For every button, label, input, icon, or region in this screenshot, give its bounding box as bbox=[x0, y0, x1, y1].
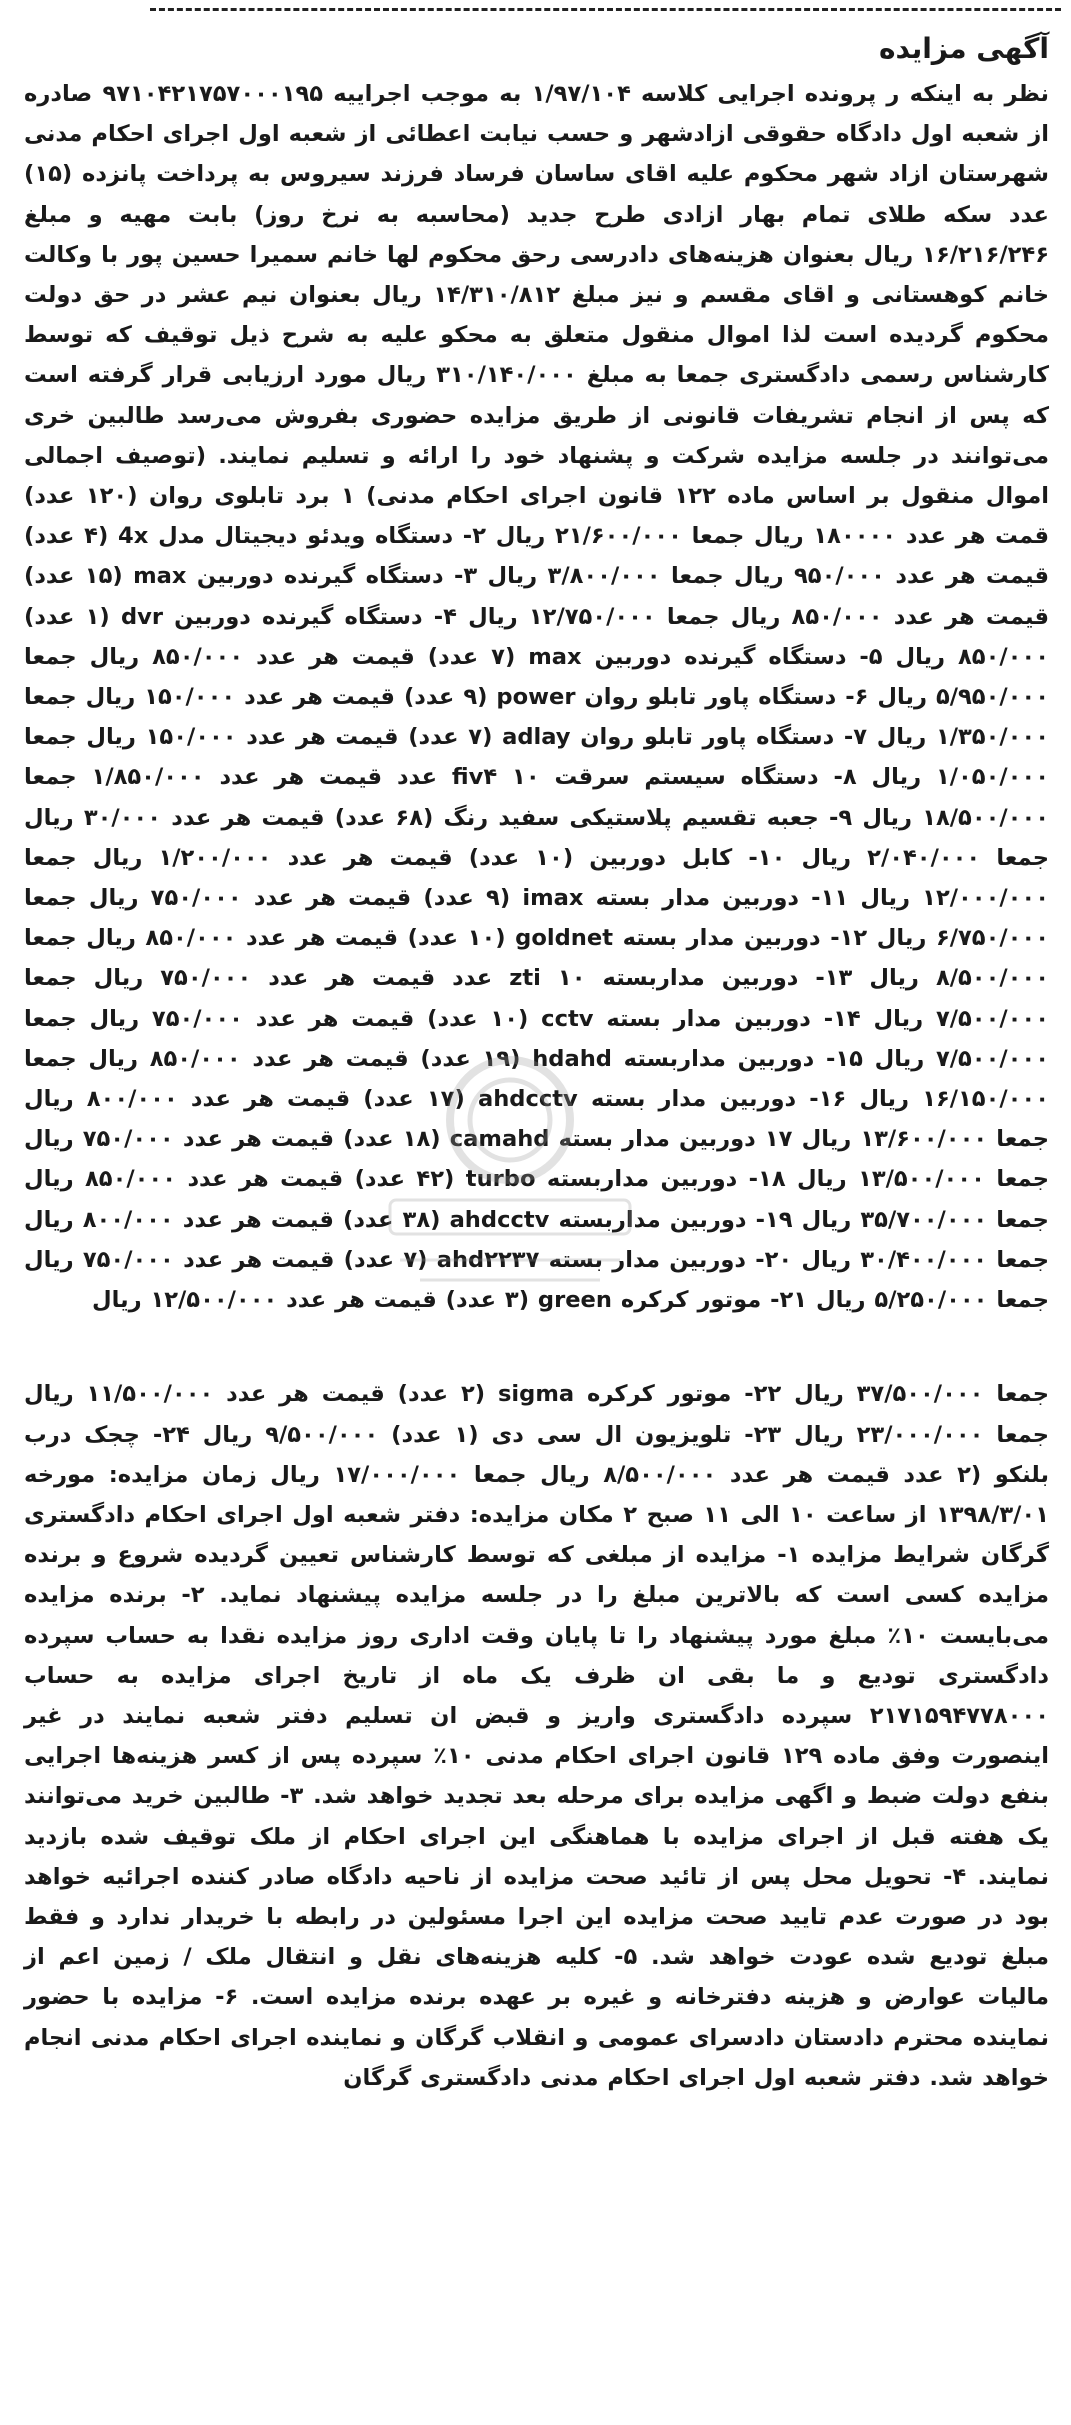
notice-title: آگهی مزایده bbox=[878, 32, 1049, 65]
notice-terms-paragraph bbox=[24, 1374, 1049, 2098]
notice-body-paragraph: نظر به اینکه ر پرونده اجرایی کلاسه ۱/۹۷/۱۰۴ به موجب اجراییه ۹۷۱۰۴۲۱۷۵۷۰۰۰۱۹۵ صادره از شعبه اول دادگاه حقوقی ازادشهر و حسب نیابت اعطائی از شعبه اول اجرای احکام مدنی شهرستان ازاد شهر محکوم علیه اقای ساسان فرساد فرزند سیروس به پرداخت پانزده (۱۵) عدد سکه طلای تمام بهار ازادی طرح جدید (محاسبه به نرخ روز) بابت مهیه و مبلغ ۱۶/۲۱۶/۲۴۶ ریال بعنوان هزینه‌های دادرسی رحق محکوم لها خانم سمیرا حسین پور با وکالت خانم کوهستانی و اقای مقسم و نیز مبلغ ۱۴/۳۱۰/۸۱۲ ریال بعنوان نیم عشر در حق دولت محکوم گردیده است لذا اموال منقول متعلق به محکو علیه به شرح ذیل توقیف که توسط کارشناس رسمی دادگستری جمعا به مبلغ ۳۱۰/۱۴۰/۰۰۰ ریال مورد ارزیابی قرار گرفته است که پس از انجام تشریفات قانونی از طریق مزایده حضوری بفروش می‌رسد طالبین خری می‌توانند در جلسه مزایده شرکت و پشنهاد خود را ارائه و تسلیم نمایند. (توصیف اجمالی اموال منقول بر اساس ماده ۱۲۲ قانون اجرای احکام مدنی) ۱ برد تابلوی روان (۱۲۰ عدد) قمت هر عدد ۱۸۰۰۰۰ ریال جمعا ۲۱/۶۰۰/۰۰۰ ریال ۲- دستگاه ویدئو دیجیتال مدل 4x (۴ عدد) قیمت هر عدد ۹۵۰/۰۰۰ ریال جمعا ۳/۸۰۰/۰۰۰ ریال ۳- دستگاه گیرنده دوربین max (۱۵ عدد) قیمت هر عدد ۸۵۰/۰۰۰ ریال جمعا ۱۲/۷۵۰/۰۰۰ ریال ۴- دستگاه گیرنده دوربین dvr (۱ عدد) ۸۵۰/۰۰۰ ریال ۵- دستگاه گیرنده دوربین max (۷ عدد) قیمت هر عدد ۸۵۰/۰۰۰ ریال جمعا ۵/۹۵۰/۰۰۰ ریال ۶- دستگاه پاور تابلو روان power (۹ عدد) قیمت هر عدد ۱۵۰/۰۰۰ ریال جمعا ۱/۳۵۰/۰۰۰ ریال ۷- دستگاه پاور تابلو روان adlay (۷ عدد) قیمت هر عدد ۱۵۰/۰۰۰ ریال جمعا ۱/۰۵۰/۰۰۰ ریال ۸- دستگاه سیستم سرقت fiv۴ ۱۰ عدد قیمت هر عدد ۱/۸۵۰/۰۰۰ جمعا ۱۸/۵۰۰/۰۰۰ ریال ۹- جعبه تقسیم پلاستیکی سفید رنگ (۶۸ عدد) قیمت هر عدد ۳۰/۰۰۰ ریال جمعا ۲/۰۴۰/۰۰۰ ریال ۱۰- کابل دوربین (۱۰ عدد) قیمت هر عدد ۱/۲۰۰/۰۰۰ ریال جمعا ۱۲/۰۰۰/۰۰۰ ریال ۱۱- دوربین مدار بسته imax (۹ عدد) قیمت هر عدد ۷۵۰/۰۰۰ ریال جمعا ۶/۷۵۰/۰۰۰ ریال ۱۲- دوربین مدار بسته goldnet (۱۰ عدد) قیمت هر عدد ۸۵۰/۰۰۰ ریال جمعا ۸/۵۰۰/۰۰۰ ریال ۱۳- دوربین مداربسته zti ۱۰ عدد قیمت هر عدد ۷۵۰/۰۰۰ ریال جمعا ۷/۵۰۰/۰۰۰ ریال ۱۴- دوربین مدار بسته cctv (۱۰ عدد) قیمت هر عدد ۷۵۰/۰۰۰ ریال جمعا ۷/۵۰۰/۰۰۰ ریال ۱۵- دوربین مداربسته hdahd (۱۹ عدد) قیمت هر عدد ۸۵۰/۰۰۰ ریال جمعا ۱۶/۱۵۰/۰۰۰ ریال ۱۶- دوربین مدار بسته ahdcctv (۱۷ عدد) قیمت هر عدد ۸۰۰/۰۰۰ ریال جمعا ۱۳/۶۰۰/۰۰۰ ریال ۱۷ دوربین مدار بسته camahd (۱۸ عدد) قیمت هر عدد ۷۵۰/۰۰۰ ریال جمعا ۱۳/۵۰۰/۰۰۰ ریال ۱۸- دوربین مداربسته turbo (۴۲ عدد) قیمت هر عدد ۸۵۰/۰۰۰ ریال جمعا ۳۵/۷۰۰/۰۰۰ ریال ۱۹- دوربین مداربسته ahdcctv (۳۸ عدد) قیمت هر عدد ۸۰۰/۰۰۰ ریال جمعا ۳۰/۴۰۰/۰۰۰ ریال ۲۰- دوربین مدار بسته ahd۲۲۳۷ (۷ عدد) قیمت هر عدد ۷۵۰/۰۰۰ ریال جمعا ۵/۲۵۰/۰۰۰ ریال ۲۱- موتور کرکره green (۳ عدد) قیمت هر عدد ۱۲/۵۰۰/۰۰۰ ریال bbox=[24, 81, 1050, 1314]
auction-notice bbox=[24, 28, 1049, 2098]
top-dashed-rule bbox=[150, 8, 1061, 11]
issuing-office: دفتر شعبه اول اجرای احکام مدنی دادگستری گرگان bbox=[343, 2064, 921, 2091]
notice-terms-text: جمعا ۳۷/۵۰۰/۰۰۰ ریال ۲۲- موتور کرکره sigma (۲ عدد) قیمت هر عدد ۱۱/۵۰۰/۰۰۰ ریال جمعا ۲۳/۰۰۰/۰۰۰ ریال ۲۳- تلویزیون ال سی دی (۱ عدد) ۹/۵۰۰/۰۰۰ ریال ۲۴- چجک درب بلنکو (۲ عدد قیمت هر عدد ۸/۵۰۰/۰۰۰ ریال جمعا ۱۷/۰۰۰/۰۰۰ ریال زمان مزایده: مورخه ۱۳۹۸/۳/۰۱ از ساعت ۱۰ الی ۱۱ صبح ۲ مکان مزایده: دفتر شعبه اول اجرای احکام دادگستری گرگان شرایط مزایده ۱- مزایده از مبلغی که توسط کارشناس تعیین گردیده شروع و برنده مزایده کسی است که بالاترین مبلغ را در جلسه مزایده پیشنهاد نماید. ۲- برنده مزایده می‌بایست ۱۰٪ مبلغ مورد پیشنهاد را تا پایان وقت اداری روز مزایده نقدا به حساب سپرده دادگستری تودیع و ما بقی ان ظرف یک ماه از تاریخ اجرای مزایده به حساب ۲۱۷۱۵۹۴۷۷۸۰۰۰ سپرده دادگستری واریز و قبض ان تسلیم دفتر شعبه نمایند در غیر اینصورت وفق ماده ۱۲۹ قانون اجرای احکام مدنی ۱۰٪ سپرده پس از کسر هزینه‌ها اجرایی بنفع دولت ضبط و اگهی مزایده برای مرحله بعد تجدید خواهد شد. ۳- طالبین خرید می‌توانند یک هفته قبل از اجرای مزایده با هماهنگی این اجرای احکام از ملک توقیف شده بازدید نمایند. ۴- تحویل محل پس از تائید صحت مزایده از ناحیه دادگاه صادر کننده اجرائیه خواهد بود در صورت عدم تایید صحت مزایده این اجرا مسئولین در رابطه با خریدار ندارد و فقط مبلغ تودیع شده عودت خواهد شد. ۵- کلیه هزینه‌های نقل و انتقال ملک / زمین اعم از مالیات عوارض و هزینه دفترخانه و غیره بر عهده برنده مزایده است. ۶- مزایده با حضور نماینده محترم دادستان دادسرای عمومی و انقلاب گرگان و نماینده اجرای احکام مدنی انجام خواهد شد. bbox=[24, 1381, 1050, 2091]
